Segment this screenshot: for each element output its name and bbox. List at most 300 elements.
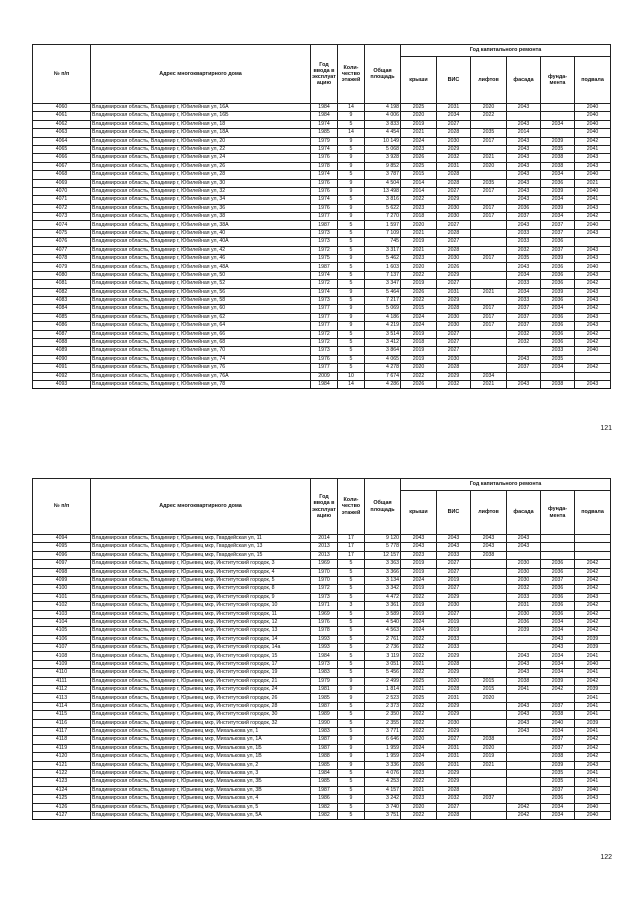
cell-foundation: 2036 (541, 263, 575, 271)
cell-vis: 2028 (437, 660, 471, 668)
cell-vis: 2034 (437, 112, 471, 120)
cell-area: 5 456 (365, 669, 401, 677)
cell-year: 1972 (311, 338, 338, 346)
cell-year: 2013 (311, 551, 338, 559)
cell-facade: 2032 (507, 338, 541, 346)
cell-basement: 2042 (575, 618, 611, 626)
cell-area: 2 355 (365, 719, 401, 727)
cell-foundation: 2036 (541, 238, 575, 246)
cell-basement: 2040 (575, 660, 611, 668)
cell-year: 1972 (311, 280, 338, 288)
cell-basement (575, 355, 611, 363)
cell-num: 4061 (33, 112, 91, 120)
cell-num: 4104 (33, 618, 91, 626)
cell-roof: 2026 (401, 761, 437, 769)
header-capital-repair: Год капитального ремонта (401, 479, 611, 491)
cell-floors: 9 (338, 694, 365, 702)
cell-lifts: 2021 (471, 288, 507, 296)
cell-year: 1974 (311, 120, 338, 128)
cell-num: 4106 (33, 635, 91, 643)
table-row (33, 551, 611, 559)
table-row (33, 137, 611, 145)
cell-lifts: 2035 (471, 179, 507, 187)
cell-lifts: 2017 (471, 305, 507, 313)
cell-vis: 2028 (437, 364, 471, 372)
cell-area: 9 120 (365, 535, 401, 543)
table-row (33, 560, 611, 568)
cell-vis: 2027 (437, 585, 471, 593)
cell-lifts (471, 246, 507, 254)
cell-basement: 2039 (575, 719, 611, 727)
cell-basement: 2041 (575, 778, 611, 786)
cell-year: 1976 (311, 179, 338, 187)
cell-roof: 2022 (401, 719, 437, 727)
cell-foundation: 2034 (541, 727, 575, 735)
cell-floors: 5 (338, 669, 365, 677)
cell-num: 4107 (33, 644, 91, 652)
cell-address: Владимирская область, Владимир г, Юрьевец мкр, Михалькова ул, 1А (91, 736, 311, 744)
cell-num: 4071 (33, 196, 91, 204)
cell-roof: 2024 (401, 627, 437, 635)
cell-floors: 5 (338, 221, 365, 229)
cell-num: 4088 (33, 338, 91, 346)
cell-facade: 2043 (507, 196, 541, 204)
cell-foundation (541, 535, 575, 543)
cell-num: 4095 (33, 543, 91, 551)
cell-area: 7 109 (365, 229, 401, 237)
cell-lifts (471, 811, 507, 819)
cell-floors: 5 (338, 644, 365, 652)
cell-vis: 2043 (437, 535, 471, 543)
cell-area: 2 761 (365, 635, 401, 643)
header-year: Год ввода в эксплуат ацию (311, 45, 338, 104)
cell-area: 13 498 (365, 187, 401, 195)
cell-address: Владимирская область, Владимир г, Юрьевец мкр, Михалькова ул, 3Б (91, 778, 311, 786)
cell-floors: 17 (338, 551, 365, 559)
cell-facade: 2043 (507, 669, 541, 677)
cell-vis: 2030 (437, 204, 471, 212)
cell-vis: 2029 (437, 296, 471, 304)
cell-lifts (471, 660, 507, 668)
cell-floors: 9 (338, 154, 365, 162)
header-basement: подвала (575, 491, 611, 535)
cell-lifts: 2015 (471, 686, 507, 694)
cell-roof: 2023 (401, 255, 437, 263)
cell-year: 1971 (311, 602, 338, 610)
cell-vis: 2020 (437, 677, 471, 685)
cell-floors: 9 (338, 322, 365, 330)
table-row (33, 727, 611, 735)
table-row (33, 213, 611, 221)
cell-vis: 2029 (437, 778, 471, 786)
cell-year: 2009 (311, 372, 338, 380)
cell-roof: 2021 (401, 229, 437, 237)
cell-floors: 5 (338, 280, 365, 288)
table-row (33, 568, 611, 576)
cell-facade: 2034 (507, 288, 541, 296)
cell-roof: 2019 (401, 585, 437, 593)
cell-floors: 5 (338, 355, 365, 363)
table-row (33, 179, 611, 187)
cell-area: 12 157 (365, 551, 401, 559)
cell-lifts (471, 355, 507, 363)
cell-address: Владимирская область, Владимир г, Юбилейная ул, 16А (91, 104, 311, 112)
cell-year: 1984 (311, 112, 338, 120)
cell-foundation: 2036 (541, 330, 575, 338)
cell-floors: 5 (338, 338, 365, 346)
cell-num: 4105 (33, 627, 91, 635)
cell-vis: 2043 (437, 543, 471, 551)
cell-area: 4 504 (365, 179, 401, 187)
cell-year: 1984 (311, 380, 338, 388)
cell-foundation: 2036 (541, 568, 575, 576)
cell-num: 4072 (33, 204, 91, 212)
table-row (33, 627, 611, 635)
cell-year: 1972 (311, 585, 338, 593)
cell-area: 3 816 (365, 196, 401, 204)
cell-year: 1981 (311, 686, 338, 694)
cell-floors: 9 (338, 736, 365, 744)
cell-num: 4073 (33, 213, 91, 221)
cell-address: Владимирская область, Владимир г, Юрьевец мкр, Михалькова ул, 5 (91, 803, 311, 811)
cell-basement: 2021 (575, 179, 611, 187)
cell-area: 4 219 (365, 322, 401, 330)
table-row (33, 112, 611, 120)
cell-basement: 2043 (575, 761, 611, 769)
table-body (33, 535, 611, 820)
cell-basement: 2040 (575, 187, 611, 195)
cell-roof: 2019 (401, 330, 437, 338)
cell-num: 4101 (33, 593, 91, 601)
cell-area: 5 069 (365, 305, 401, 313)
cell-floors: 5 (338, 238, 365, 246)
cell-roof: 2022 (401, 593, 437, 601)
cell-area: 1 959 (365, 744, 401, 752)
cell-address: Владимирская область, Владимир г, Юбилейная ул, 78 (91, 380, 311, 388)
cell-num: 4062 (33, 120, 91, 128)
cell-floors: 9 (338, 686, 365, 694)
cell-roof: 2019 (401, 238, 437, 246)
cell-facade: 2034 (507, 271, 541, 279)
cell-roof: 2022 (401, 635, 437, 643)
table-row (33, 196, 611, 204)
cell-foundation: 2036 (541, 610, 575, 618)
cell-num: 4115 (33, 711, 91, 719)
table-row (33, 154, 611, 162)
cell-facade: 2032 (507, 585, 541, 593)
cell-roof: 2022 (401, 652, 437, 660)
cell-area: 2 523 (365, 694, 401, 702)
cell-lifts: 2017 (471, 322, 507, 330)
cell-facade: 2033 (507, 296, 541, 304)
cell-basement: 2042 (575, 560, 611, 568)
cell-year: 1972 (311, 330, 338, 338)
cell-num: 4083 (33, 296, 91, 304)
cell-facade: 2043 (507, 179, 541, 187)
cell-foundation: 2037 (541, 702, 575, 710)
cell-address: Владимирская область, Владимир г, Юбилейная ул, 26 (91, 162, 311, 170)
cell-lifts (471, 778, 507, 786)
cell-basement: 2040 (575, 263, 611, 271)
cell-floors: 5 (338, 593, 365, 601)
cell-facade (507, 795, 541, 803)
cell-year: 1985 (311, 694, 338, 702)
cell-area: 6 646 (365, 736, 401, 744)
cell-floors: 5 (338, 727, 365, 735)
cell-foundation: 2036 (541, 322, 575, 330)
cell-address: Владимирская область, Владимир г, Юбилейная ул, 18А (91, 129, 311, 137)
cell-area: 3 119 (365, 652, 401, 660)
cell-address: Владимирская область, Владимир г, Юрьевец мкр, Михалькова ул, 1Б (91, 744, 311, 752)
cell-basement: 2042 (575, 213, 611, 221)
cell-foundation: 2034 (541, 305, 575, 313)
cell-vis: 2027 (437, 221, 471, 229)
cell-lifts (471, 364, 507, 372)
cell-basement: 2041 (575, 702, 611, 710)
cell-basement: 2043 (575, 162, 611, 170)
cell-lifts (471, 347, 507, 355)
cell-vis: 2031 (437, 753, 471, 761)
cell-area: 3 589 (365, 610, 401, 618)
cell-facade: 2043 (507, 711, 541, 719)
cell-address: Владимирская область, Владимир г, Юрьевец мкр, Институтский городок, 14 (91, 635, 311, 643)
table-row (33, 171, 611, 179)
cell-num: 4125 (33, 795, 91, 803)
cell-area: 4 472 (365, 593, 401, 601)
cell-foundation: 2037 (541, 246, 575, 254)
cell-address: Владимирская область, Владимир г, Юрьевец мкр, Михалькова ул, 1В (91, 753, 311, 761)
cell-facade: 2039 (507, 627, 541, 635)
cell-roof: 2019 (401, 355, 437, 363)
table-row (33, 602, 611, 610)
cell-foundation: 2039 (541, 137, 575, 145)
cell-roof: 2022 (401, 271, 437, 279)
cell-floors: 3 (338, 602, 365, 610)
cell-lifts (471, 786, 507, 794)
cell-basement: 2039 (575, 686, 611, 694)
cell-foundation: 2037 (541, 229, 575, 237)
cell-year: 1973 (311, 347, 338, 355)
header-foundation: фунда-мента (541, 491, 575, 535)
cell-facade: 2043 (507, 187, 541, 195)
cell-vis: 2028 (437, 786, 471, 794)
table-body (33, 104, 611, 389)
cell-address: Владимирская область, Владимир г, Юбилейная ул, 66 (91, 330, 311, 338)
cell-basement: 2043 (575, 593, 611, 601)
cell-num: 4114 (33, 702, 91, 710)
cell-floors: 5 (338, 330, 365, 338)
cell-facade: 2041 (507, 686, 541, 694)
cell-num: 4067 (33, 162, 91, 170)
cell-area: 3 317 (365, 246, 401, 254)
cell-area: 3 740 (365, 803, 401, 811)
cell-area: 4 278 (365, 364, 401, 372)
cell-num: 4126 (33, 803, 91, 811)
cell-area: 4 253 (365, 778, 401, 786)
cell-num: 4121 (33, 761, 91, 769)
cell-roof: 2025 (401, 104, 437, 112)
table-row (33, 305, 611, 313)
table-row (33, 686, 611, 694)
cell-year: 1987 (311, 744, 338, 752)
cell-year: 1979 (311, 677, 338, 685)
cell-basement: 2041 (575, 652, 611, 660)
cell-year: 1990 (311, 719, 338, 727)
cell-roof: 2022 (401, 669, 437, 677)
cell-foundation: 2039 (541, 288, 575, 296)
cell-vis: 2019 (437, 627, 471, 635)
cell-address: Владимирская область, Владимир г, Юрьевец мкр, Институтский городок, 30 (91, 711, 311, 719)
cell-roof: 2019 (401, 568, 437, 576)
cell-foundation: 2036 (541, 296, 575, 304)
cell-floors: 14 (338, 104, 365, 112)
cell-roof: 2025 (401, 162, 437, 170)
cell-roof: 2023 (401, 769, 437, 777)
table-row (33, 610, 611, 618)
cell-vis: 2030 (437, 137, 471, 145)
cell-num: 4068 (33, 171, 91, 179)
cell-year: 1975 (311, 255, 338, 263)
cell-address: Владимирская область, Владимир г, Юрьевец мкр, Институтский городок, 19 (91, 669, 311, 677)
cell-floors: 5 (338, 576, 365, 584)
cell-year: 1984 (311, 104, 338, 112)
table-row (33, 719, 611, 727)
cell-vis: 2027 (437, 803, 471, 811)
cell-year: 1970 (311, 576, 338, 584)
cell-num: 4063 (33, 129, 91, 137)
cell-area: 1 959 (365, 753, 401, 761)
cell-area: 10 149 (365, 137, 401, 145)
header-area: Общая площадь (365, 45, 401, 104)
cell-num: 4100 (33, 585, 91, 593)
cell-year: 1973 (311, 296, 338, 304)
cell-roof: 2019 (401, 610, 437, 618)
cell-basement: 2041 (575, 196, 611, 204)
cell-lifts (471, 652, 507, 660)
cell-foundation: 2037 (541, 786, 575, 794)
cell-lifts: 2022 (471, 112, 507, 120)
cell-facade: 2033 (507, 280, 541, 288)
cell-floors: 5 (338, 196, 365, 204)
cell-area: 5 464 (365, 288, 401, 296)
cell-basement: 2041 (575, 727, 611, 735)
cell-year: 1973 (311, 593, 338, 601)
cell-year: 1993 (311, 635, 338, 643)
cell-num: 4085 (33, 313, 91, 321)
cell-year: 1972 (311, 246, 338, 254)
cell-floors: 9 (338, 753, 365, 761)
cell-year: 1973 (311, 660, 338, 668)
cell-floors: 5 (338, 778, 365, 786)
cell-facade (507, 786, 541, 794)
cell-floors: 14 (338, 380, 365, 388)
table-row (33, 635, 611, 643)
cell-facade: 2043 (507, 162, 541, 170)
cell-foundation: 2037 (541, 221, 575, 229)
cell-facade: 2042 (507, 803, 541, 811)
cell-facade: 2033 (507, 238, 541, 246)
cell-address: Владимирская область, Владимир г, Юбилейная ул, 68 (91, 338, 311, 346)
cell-basement: 2042 (575, 610, 611, 618)
cell-address: Владимирская область, Владимир г, Юбилейная ул, 62 (91, 313, 311, 321)
cell-num: 4122 (33, 769, 91, 777)
cell-num: 4087 (33, 330, 91, 338)
cell-lifts (471, 271, 507, 279)
cell-basement: 2042 (575, 736, 611, 744)
cell-facade: 2036 (507, 204, 541, 212)
cell-address: Владимирская область, Владимир г, Юрьевец мкр, Михалькова ул, 1 (91, 727, 311, 735)
cell-floors: 9 (338, 305, 365, 313)
cell-year: 1979 (311, 137, 338, 145)
cell-vis: 2033 (437, 635, 471, 643)
cell-foundation: 2036 (541, 602, 575, 610)
cell-area: 4 065 (365, 355, 401, 363)
cell-vis: 2029 (437, 271, 471, 279)
cell-roof: 2024 (401, 618, 437, 626)
cell-address: Владимирская область, Владимир г, Юбилейная ул, 38А (91, 221, 311, 229)
capital-repair-table (32, 478, 611, 820)
cell-area: 3 864 (365, 347, 401, 355)
cell-basement: 2040 (575, 347, 611, 355)
cell-lifts: 2038 (471, 551, 507, 559)
cell-floors: 5 (338, 347, 365, 355)
table-row (33, 263, 611, 271)
cell-lifts: 2043 (471, 535, 507, 543)
cell-address: Владимирская область, Владимир г, Юрьевец мкр, Институтский городок, 28 (91, 702, 311, 710)
cell-vis: 2027 (437, 568, 471, 576)
cell-address: Владимирская область, Владимир г, Юбилейная ул, 56 (91, 288, 311, 296)
table-row (33, 288, 611, 296)
cell-area: 4 454 (365, 129, 401, 137)
cell-vis: 2029 (437, 702, 471, 710)
cell-facade (507, 736, 541, 744)
cell-lifts: 2017 (471, 187, 507, 195)
table-row (33, 255, 611, 263)
cell-area: 4 006 (365, 112, 401, 120)
cell-roof: 2022 (401, 778, 437, 786)
cell-vis: 2027 (437, 238, 471, 246)
cell-area: 7 217 (365, 296, 401, 304)
table-row (33, 296, 611, 304)
cell-foundation (541, 104, 575, 112)
cell-foundation: 2034 (541, 669, 575, 677)
cell-area: 3 412 (365, 338, 401, 346)
cell-address: Владимирская область, Владимир г, Юрьевец мкр, Гвардейская ул, 15 (91, 551, 311, 559)
header-capital-repair: Год капитального ремонта (401, 45, 611, 57)
cell-lifts: 2043 (471, 543, 507, 551)
cell-floors: 9 (338, 255, 365, 263)
cell-floors: 9 (338, 162, 365, 170)
cell-num: 4127 (33, 811, 91, 819)
table-row (33, 246, 611, 254)
cell-year: 1988 (311, 753, 338, 761)
cell-vis: 2029 (437, 593, 471, 601)
cell-num: 4060 (33, 104, 91, 112)
cell-lifts (471, 171, 507, 179)
cell-foundation: 2038 (541, 711, 575, 719)
cell-address: Владимирская область, Владимир г, Юбилейная ул, 18 (91, 120, 311, 128)
header-foundation: фунда-мента (541, 57, 575, 104)
cell-vis: 2027 (437, 560, 471, 568)
cell-floors: 5 (338, 786, 365, 794)
cell-facade (507, 644, 541, 652)
cell-facade: 2043 (507, 652, 541, 660)
cell-vis: 2029 (437, 669, 471, 677)
cell-lifts (471, 120, 507, 128)
cell-foundation: 2037 (541, 744, 575, 752)
cell-vis: 2028 (437, 129, 471, 137)
cell-lifts (471, 618, 507, 626)
